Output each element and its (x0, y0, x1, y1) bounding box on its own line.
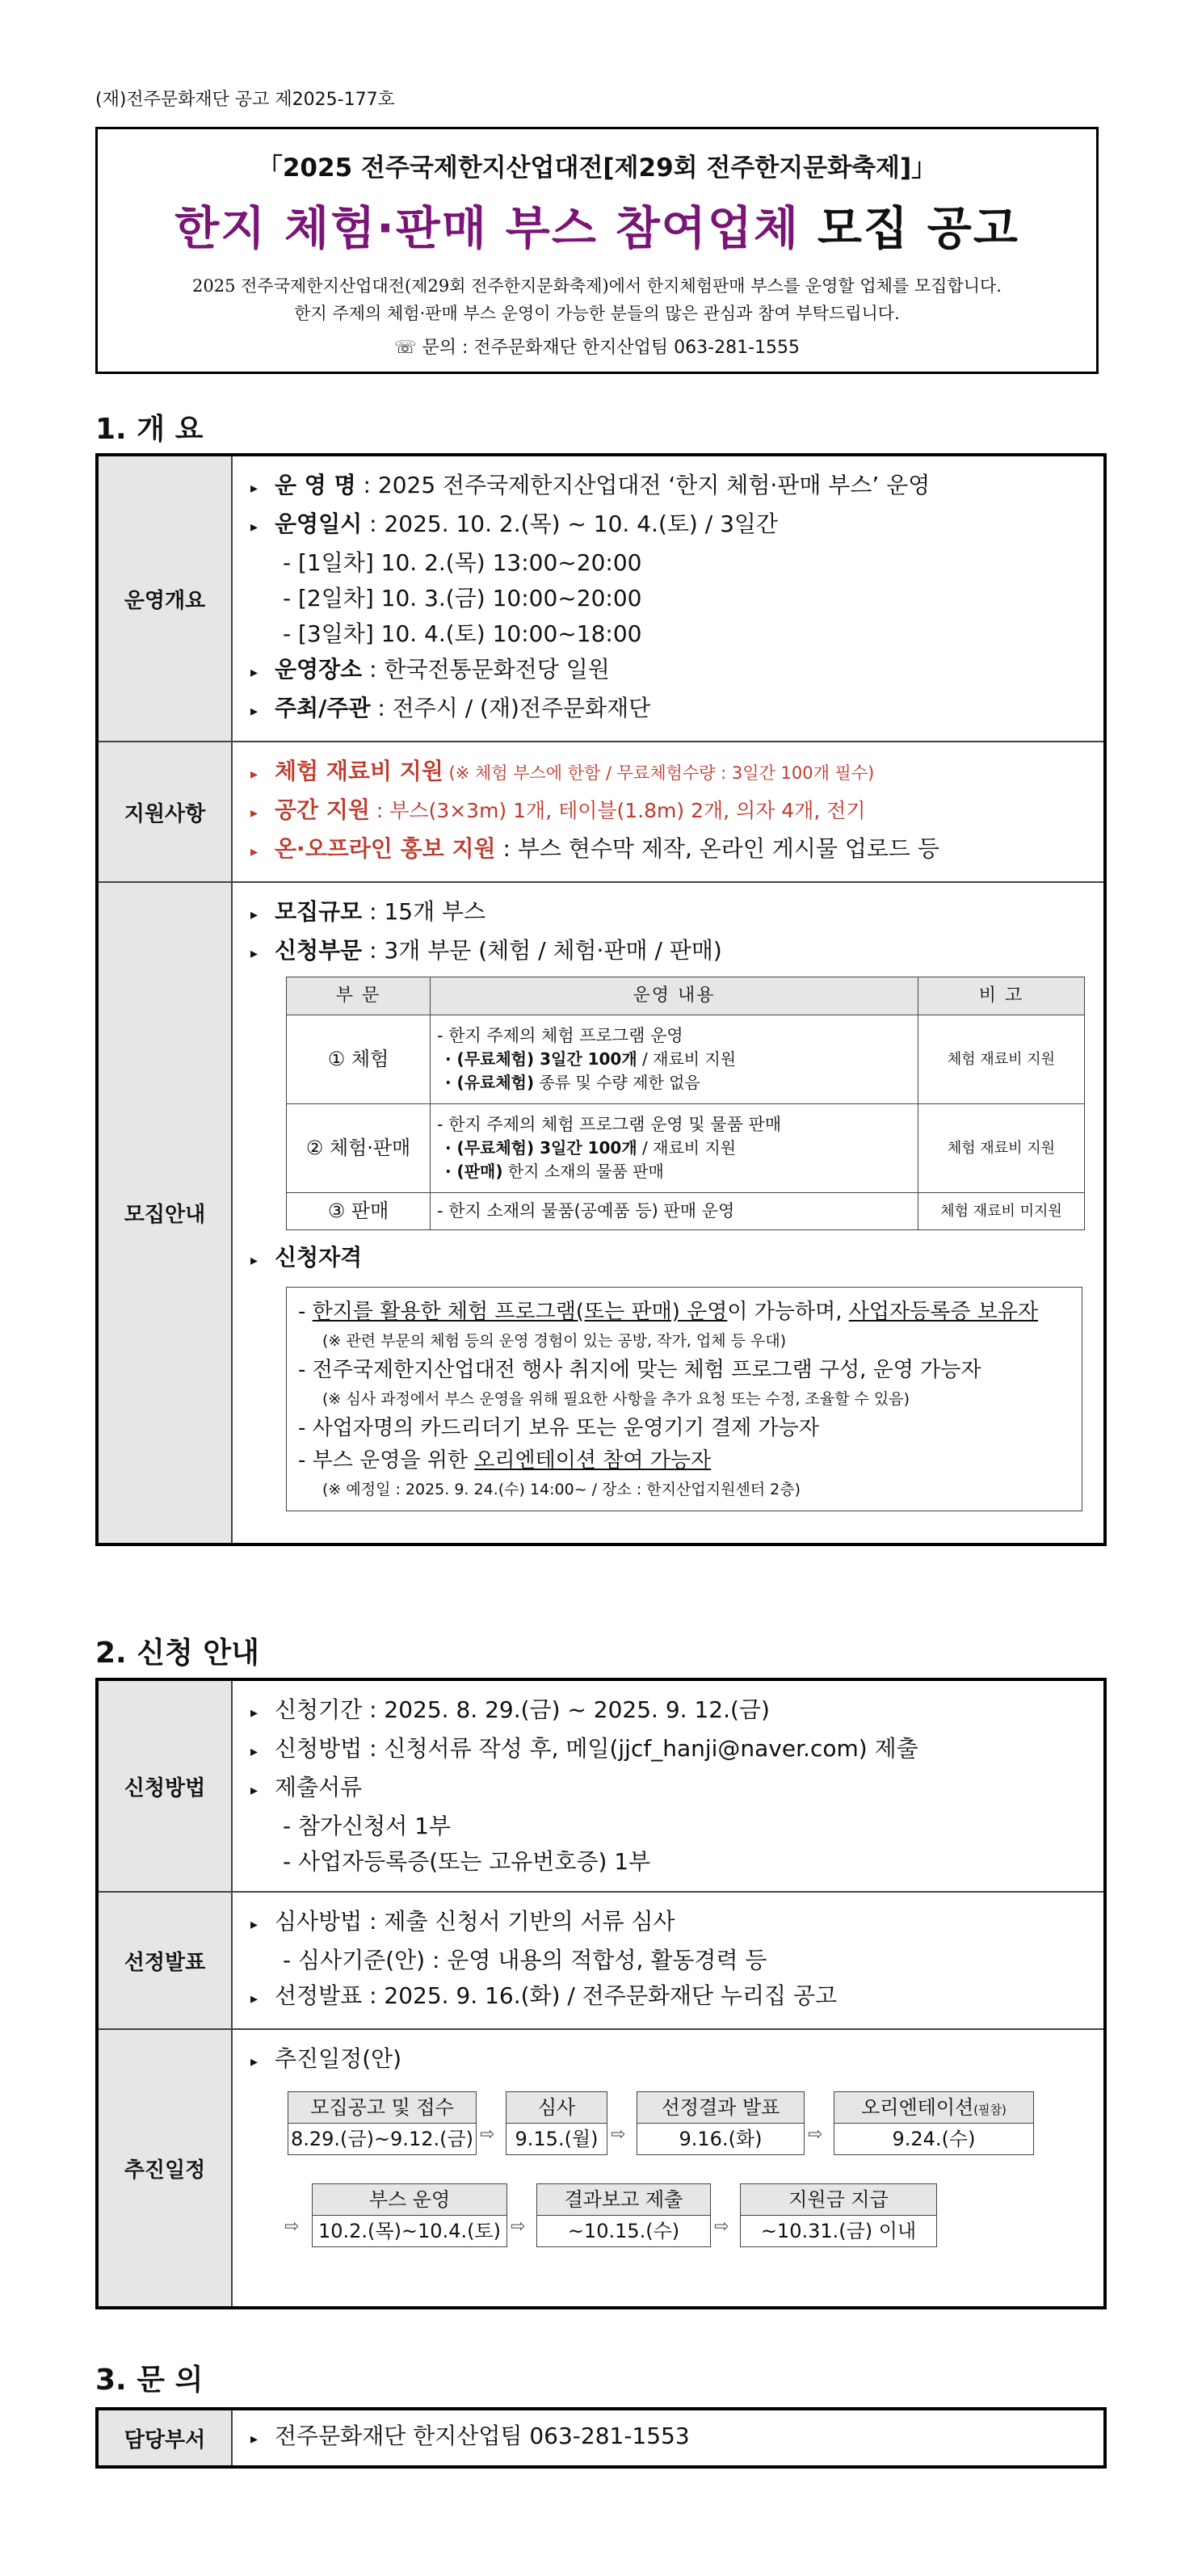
contact-value: 전주문화재단 한지산업팀 063-281-1553 (275, 2423, 690, 2449)
eligibility-text: - 부스 운영을 위한 (298, 1448, 475, 1473)
row-category: ③ 판매 (287, 1193, 431, 1230)
recruit-body (232, 882, 1105, 1544)
support-item-3-value: : 부스 현수막 제작, 온라인 게시물 업로드 등 (495, 835, 939, 862)
eligibility-note-1: (※ 관련 부문의 체험 등의 운영 경험이 있는 공방, 작가, 업체 등 우대) (322, 1332, 787, 1350)
event-subtitle: 「2025 전주국제한지산업대전[제29회 전주한지문화축제]」 (257, 153, 937, 183)
eligibility-key: 신청자격 (275, 1244, 363, 1271)
row-content-bold: · (무료체험) 3일간 100개 (445, 1138, 637, 1158)
step-date: 9.15.(월) (515, 2128, 599, 2150)
step-title: 모집공고 및 접수 (288, 2092, 476, 2124)
row-content-bold: · (무료체험) 3일간 100개 (445, 1049, 637, 1069)
note-header: 비 고 (918, 977, 1085, 1015)
table-row (287, 1104, 1085, 1193)
category-table (286, 977, 1085, 1230)
bullet-triangle-icon: ▸ (250, 1916, 258, 1933)
table-row (287, 1015, 1085, 1104)
step-title-note: (필참) (973, 2103, 1007, 2117)
bullet-triangle-icon: ▸ (250, 1743, 258, 1760)
day-2: - [2일차] 10. 3.(금) 10:00~20:00 (283, 585, 642, 611)
bullet-triangle-icon: ▸ (250, 906, 258, 923)
step-title-text: 오리엔테이션 (861, 2096, 974, 2119)
bullet-triangle-icon: ▸ (250, 843, 258, 860)
row-content-bold: · (판매) (445, 1162, 503, 1181)
eligibility-underline: 한지를 활용한 체험 프로그램(또는 판매) 운영 (312, 1300, 728, 1324)
day-1: - [1일차] 10. 2.(목) 13:00~20:00 (283, 549, 642, 576)
bullet-triangle-icon: ▸ (250, 1990, 258, 2007)
table-row (287, 1193, 1085, 1230)
notice-number: (재)전주문화재단 공고 제2025-177호 (95, 90, 395, 110)
schedule-step (834, 2091, 1034, 2155)
eligibility-note-2: (※ 심사 과정에서 부스 운영을 위해 필요한 사항을 추가 요청 또는 수정, 조율할 수 있음) (322, 1390, 910, 1408)
eligibility-line-1 (298, 1296, 1070, 1328)
step-title: 심사 (506, 2092, 607, 2124)
bullet-triangle-icon: ▸ (250, 703, 258, 720)
support-body (232, 742, 1105, 882)
bullet-triangle-icon: ▸ (250, 664, 258, 681)
arrow-right-icon: ⇨ (611, 2124, 626, 2145)
overview-name-value: : 2025 전주국제한지산업대전 ‘한지 체험·판매 부스’ 운영 (355, 472, 931, 498)
arrow-right-icon: ⇨ (284, 2217, 300, 2237)
apply-docs: 제출서류 (275, 1774, 363, 1801)
step-title: 부스 운영 (313, 2184, 506, 2216)
bullet-triangle-icon: ▸ (250, 2431, 258, 2448)
bullet-triangle-icon: ▸ (250, 2053, 258, 2070)
overview-host-key: 주최/주관 (275, 695, 371, 721)
contact-table (95, 2407, 1107, 2469)
support-item-2-value: : 부스(3×3m) 1개, 테이블(1.8m) 2개, 의자 4개, 전기 (369, 799, 866, 822)
row-note: 체험 재료비 지원 (918, 1015, 1085, 1104)
bullet-triangle-icon: ▸ (250, 945, 258, 962)
select-criteria: - 심사기준(안) : 운영 내용의 적합성, 활동경력 등 (283, 1947, 767, 1973)
description-line-1: 2025 전주국제한지산업대전(제29회 전주한지문화축제)에서 한지체험판매 부스를 운영할 업체를 모집합니다. (192, 276, 1002, 296)
content-header: 운영 내용 (431, 977, 918, 1015)
apply-table (95, 1678, 1107, 2309)
schedule-step (312, 2183, 507, 2247)
apply-method: 신청방법 : 신청서류 작성 후, 메일(jjcf_hanji@naver.com) 제출 (275, 1735, 918, 1762)
eligibility-text: 이 가능하며, (727, 1300, 849, 1324)
step-date: 9.16.(화) (679, 2128, 763, 2150)
step-date: 9.24.(수) (892, 2128, 976, 2150)
arrow-right-icon: ⇨ (511, 2217, 526, 2237)
eligibility-line-2: - 전주국제한지산업대전 행사 취지에 맞는 체험 프로그램 구성, 운영 가능자 (298, 1358, 981, 1382)
schedule-flow (250, 2085, 1087, 2295)
row-note: 체험 재료비 지원 (918, 1104, 1085, 1193)
step-date: ~10.31.(금) 이내 (760, 2220, 917, 2242)
contact-body (232, 2409, 1105, 2467)
schedule-step (637, 2091, 805, 2155)
arrow-right-icon: ⇨ (480, 2124, 495, 2145)
overview-dates-value: : 2025. 10. 2.(목) ~ 10. 4.(토) / 3일간 (362, 511, 778, 537)
recruit-scale-value: : 15개 부스 (362, 898, 486, 925)
row-category: ① 체험 (287, 1015, 431, 1104)
overview-table (95, 453, 1107, 1546)
row-content-rest: / 재료비 지원 (637, 1138, 737, 1158)
schedule-step (288, 2091, 477, 2155)
label-overview: 운영개요 (97, 455, 232, 742)
row-content-line: - 한지 주제의 체험 프로그램 운영 및 물품 판매 (437, 1115, 782, 1134)
overview-body (232, 455, 1105, 742)
step-title: 지원금 지급 (741, 2184, 936, 2216)
row-content-bold: · (유료체험) (445, 1073, 535, 1092)
recruit-scale-key: 모집규모 (275, 898, 363, 925)
schedule-step (740, 2183, 937, 2247)
step-date: 10.2.(목)~10.4.(토) (317, 2220, 502, 2242)
section-3-title: 3. 문 의 (95, 2364, 204, 2397)
overview-venue-value: : 한국전통문화전당 일원 (362, 656, 610, 683)
recruit-category-key: 신청부문 (275, 937, 363, 964)
bullet-triangle-icon: ▸ (250, 480, 258, 497)
apply-period: 신청기간 : 2025. 8. 29.(금) ~ 2025. 9. 12.(금) (275, 1696, 770, 1723)
bullet-triangle-icon: ▸ (250, 519, 258, 536)
apply-doc-2: - 사업자등록증(또는 고유번호증) 1부 (283, 1848, 651, 1875)
row-category: ② 체험·판매 (287, 1104, 431, 1193)
label-department: 담당부서 (97, 2409, 232, 2467)
support-item-3-key: 온·오프라인 홍보 지원 (275, 835, 496, 862)
overview-name-key: 운 영 명 (275, 472, 356, 498)
apply-body (232, 1679, 1105, 1892)
label-schedule: 추진일정 (97, 2029, 232, 2308)
label-apply: 신청방법 (97, 1679, 232, 1892)
category-header: 부 문 (287, 977, 431, 1015)
bullet-triangle-icon: ▸ (250, 766, 258, 783)
step-date: ~10.15.(수) (567, 2220, 680, 2242)
overview-host-value: : 전주시 / (재)전주문화재단 (370, 695, 651, 721)
section-1-title: 1. 개 요 (95, 413, 204, 446)
row-content: - 한지 소재의 물품(공예품 등) 판매 운영 (431, 1193, 918, 1230)
row-content-rest: / 재료비 지원 (637, 1049, 737, 1069)
label-recruit: 모집안내 (97, 882, 232, 1544)
step-title: 선정결과 발표 (637, 2092, 804, 2124)
bullet-triangle-icon: ▸ (250, 805, 258, 822)
row-note: 체험 재료비 미지원 (918, 1193, 1085, 1230)
description (98, 272, 1096, 327)
day-3: - [3일차] 10. 4.(토) 10:00~18:00 (283, 620, 642, 647)
page-title (98, 191, 1096, 258)
bullet-triangle-icon: ▸ (250, 1252, 258, 1269)
description-line-2: 한지 주제의 체험·판매 부스 운영이 가능한 분들의 많은 관심과 참여 부탁드립니다. (294, 304, 900, 323)
row-content-rest: 종류 및 수량 제한 없음 (534, 1073, 700, 1092)
schedule-body (232, 2029, 1105, 2308)
arrow-right-icon: ⇨ (714, 2217, 729, 2237)
eligibility-underline: 사업자등록증 보유자 (848, 1300, 1039, 1324)
section-2-title: 2. 신청 안내 (95, 1637, 259, 1670)
row-content-rest: 한지 소재의 물품 판매 (502, 1162, 664, 1181)
apply-doc-1: - 참가신청서 1부 (283, 1813, 452, 1839)
eligibility-line-4 (298, 1444, 1070, 1477)
label-support: 지원사항 (97, 742, 232, 882)
select-announce: 선정발표 : 2025. 9. 16.(화) / 전주문화재단 누리집 공고 (275, 1982, 838, 2009)
overview-dates-key: 운영일시 (275, 511, 363, 537)
eligibility-dash: - (298, 1300, 313, 1324)
row-content-line: - 한지 주제의 체험 프로그램 운영 (437, 1026, 683, 1045)
schedule-step (506, 2091, 607, 2155)
overview-venue-key: 운영장소 (275, 656, 363, 683)
header-inquiry: ☏ 문의 : 전주문화재단 한지산업팀 063-281-1555 (393, 338, 800, 358)
step-title (834, 2092, 1033, 2124)
arrow-right-icon: ⇨ (808, 2124, 823, 2145)
select-body (232, 1892, 1105, 2029)
schedule-heading: 추진일정(안) (275, 2045, 402, 2072)
eligibility-underline: 오리엔테이션 참여 가능자 (474, 1448, 712, 1473)
bullet-triangle-icon: ▸ (250, 1704, 258, 1721)
title-box (95, 127, 1099, 374)
eligibility-line-3: - 사업자명의 카드리더기 보유 또는 운영기기 결제 가능자 (298, 1416, 819, 1440)
schedule-step (536, 2183, 711, 2247)
eligibility-note-4: (※ 예정일 : 2025. 9. 24.(수) 14:00~ / 장소 : 한지산업지원센터 2층) (322, 1481, 801, 1498)
recruit-category-value: : 3개 부문 (체험 / 체험·판매 / 판매) (362, 937, 722, 964)
row-content (431, 1104, 918, 1193)
support-item-2-key: 공간 지원 (275, 796, 370, 823)
eligibility-box (286, 1287, 1082, 1511)
select-review: 심사방법 : 제출 신청서 기반의 서류 심사 (275, 1908, 675, 1935)
support-item-1-value: (※ 체험 부스에 한함 / 무료체험수량 : 3일간 100개 필수) (443, 763, 875, 783)
support-item-1-key: 체험 재료비 지원 (275, 758, 443, 784)
bullet-triangle-icon: ▸ (250, 1782, 258, 1799)
label-select: 선정발표 (97, 1892, 232, 2029)
row-content (431, 1015, 918, 1104)
title-purple: 한지 체험·판매 부스 참여업체 (174, 202, 800, 255)
step-date: 8.29.(금)~9.12.(금) (290, 2128, 474, 2150)
step-title: 결과보고 제출 (537, 2184, 710, 2216)
title-black: 모집 공고 (800, 202, 1019, 255)
